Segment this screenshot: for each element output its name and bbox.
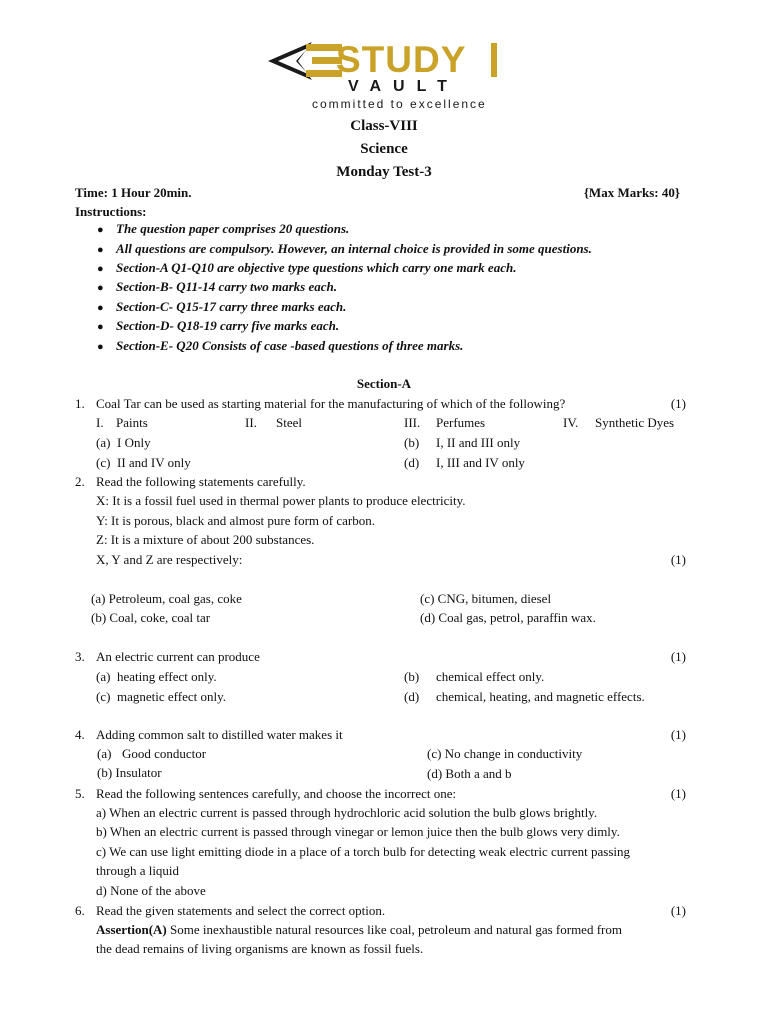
question-text: Coal Tar can be used as starting material for the manufacturing of which of the following? [96,396,566,411]
question-number: 5. [75,786,85,801]
question-number: 4. [75,727,85,742]
option-text: Good conductor [122,746,207,761]
assertion-text: Some inexhaustible natural resources like coal, petroleum and natural gas formed from [166,922,622,937]
question-ask: X, Y and Z are respectively: [96,552,243,567]
item-text: Paints [116,415,148,430]
class-title: Class-VIII [350,118,418,134]
option-key: (c) [96,455,111,470]
question-marks: (1) [670,727,686,742]
option-d: (d) Coal gas, petrol, paraffin wax. [420,610,596,625]
assertion-cont: the dead remains of living organisms are known as fossil fuels. [96,941,424,956]
statement-z: Z: It is a mixture of about 200 substances. [96,532,315,547]
instruction-item: Section-E- Q20 Consists of case -based questions of three marks. [116,338,464,353]
question-text: An electric current can produce [96,649,260,664]
option-key: (a) [96,669,111,684]
option-text: chemical effect only. [436,669,545,684]
bullet-icon: ● [97,321,104,333]
option-key: (a) [97,746,112,761]
bullet-icon: ● [97,341,104,353]
option-text: heating effect only. [117,669,217,684]
item-text: Synthetic Dyes [595,415,675,430]
option-key: (b) [404,435,420,450]
item-number: II. [245,415,257,430]
sentence-a: a) When an electric current is passed through hydrochloric acid solution the bulb glows brightly. [96,805,598,820]
option-text: I Only [117,435,151,450]
time-label: Time: 1 Hour 20min. [75,185,192,200]
question-marks: (1) [670,786,686,801]
option-c: (c) No change in conductivity [427,746,583,761]
assertion-line [96,922,622,938]
option-text: I, II and III only [436,435,521,450]
question-marks: (1) [670,552,686,567]
logo-word-bottom: VAULT [348,78,459,95]
option-text: II and IV only [117,455,191,470]
option-text: chemical, heating, and magnetic effects. [436,689,645,704]
question-number: 2. [75,474,85,489]
item-number: IV. [563,415,579,430]
question-text: Read the given statements and select the correct option. [96,903,386,918]
instruction-item: Section-D- Q18-19 carry five marks each. [116,318,340,333]
bullet-icon: ● [97,302,104,314]
item-number: I. [96,415,104,430]
instruction-item: Section-C- Q15-17 carry three marks each. [116,299,347,314]
option-text: magnetic effect only. [117,689,227,704]
item-number: III. [404,415,421,430]
logo-gold-bar [491,43,497,77]
sentence-c: c) We can use light emitting diode in a place of a torch bulb for detecting weak electric current passing [96,844,631,859]
assertion-label: Assertion(A) [96,922,167,937]
instruction-item: All questions are compulsory. However, an internal choice is provided in some questions. [116,241,592,256]
sentence-d: d) None of the above [96,883,206,898]
option-text: I, III and IV only [436,455,525,470]
instruction-item: The question paper comprises 20 questions. [116,221,350,236]
question-marks: (1) [670,903,686,918]
option-c: (c) CNG, bitumen, diesel [420,591,552,606]
logo-tagline: committed to excellence [312,97,487,111]
instruction-item: Section-A Q1-Q10 are objective type questions which carry one mark each. [116,260,517,275]
item-text: Perfumes [436,415,486,430]
option-key: (d) [404,455,420,470]
max-marks-label: {Max Marks: 40} [583,185,680,200]
question-number: 6. [75,903,85,918]
option-key: (a) [96,435,111,450]
item-text: Steel [276,415,302,430]
question-text: Read the following sentences carefully, and choose the incorrect one: [96,786,457,801]
subject-title: Science [360,141,408,157]
question-number: 3. [75,649,85,664]
section-a-title: Section-A [356,376,412,391]
bullet-icon: ● [97,282,104,294]
sentence-c-cont: through a liquid [96,863,180,878]
question-marks: (1) [670,649,686,664]
question-text: Read the following statements carefully. [96,474,306,489]
bullet-icon: ● [97,224,104,236]
option-d: (d) Both a and b [427,766,512,781]
option-b: (b) Coal, coke, coal tar [91,610,211,625]
logo-word-top: STUDY [336,39,467,80]
statement-y: Y: It is porous, black and almost pure form of carbon. [96,513,375,528]
bullet-icon: ● [97,244,104,256]
option-b: (b) Insulator [97,765,162,780]
bullet-icon: ● [97,263,104,275]
test-title: Monday Test-3 [336,164,432,180]
option-key: (b) [404,669,420,684]
option-key: (d) [404,689,420,704]
option-a: (a) Petroleum, coal gas, coke [91,591,242,606]
statement-x: X: It is a fossil fuel used in thermal power plants to produce electricity. [96,493,466,508]
option-key: (c) [96,689,111,704]
question-number: 1. [75,396,85,411]
sentence-b: b) When an electric current is passed through vinegar or lemon juice then the bulb glows very dimly. [96,824,620,839]
instructions-label: Instructions: [75,204,147,219]
question-text: Adding common salt to distilled water makes it [96,727,343,742]
instruction-item: Section-B- Q11-14 carry two marks each. [116,279,337,294]
question-marks: (1) [670,396,686,411]
